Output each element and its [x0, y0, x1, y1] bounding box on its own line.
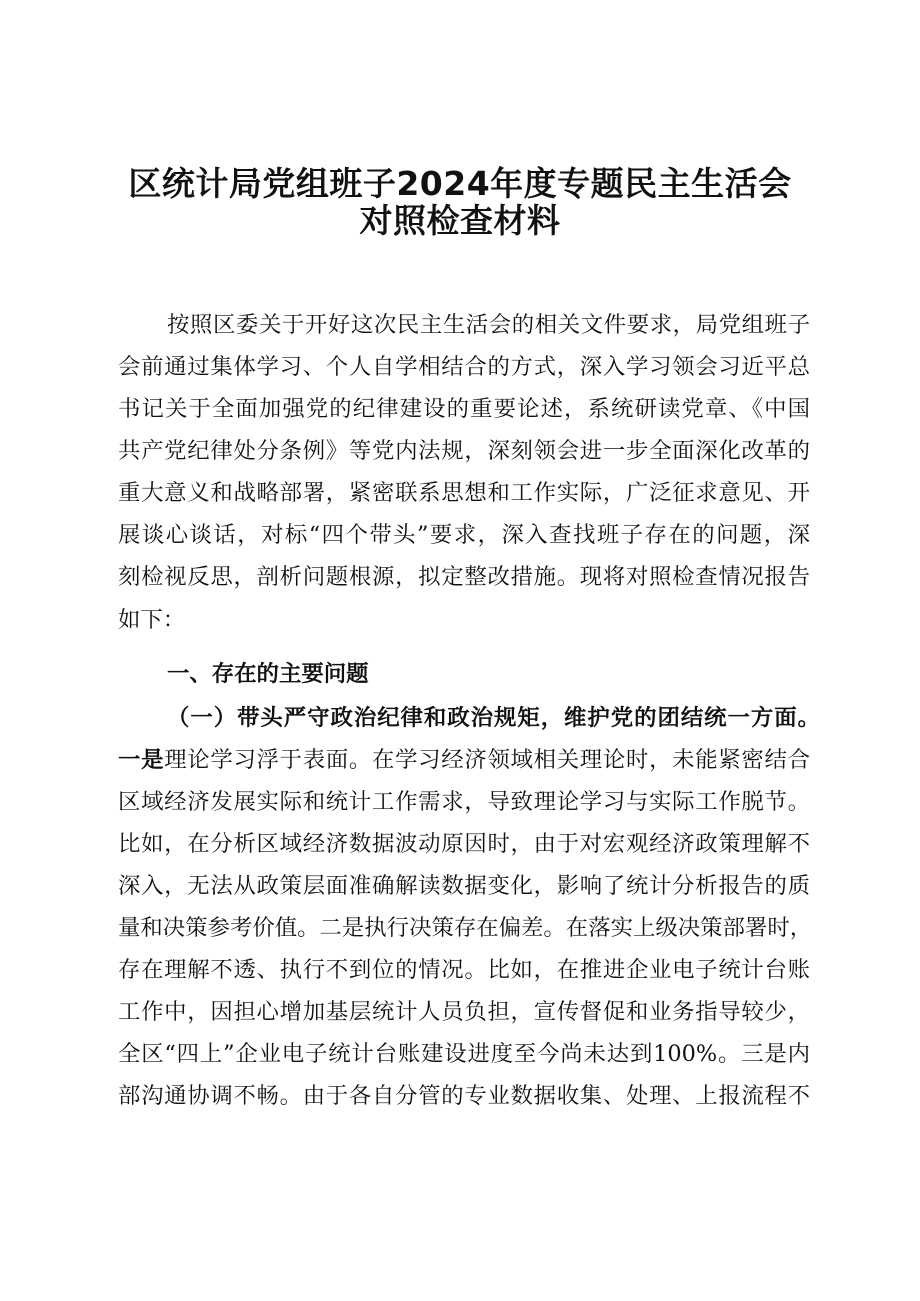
intro-line: 会前通过集体学习、个人自学相结合的方式，深入学习领会习近平总 [118, 354, 810, 380]
subsection-heading: （一）带头严守政治纪律和政治规矩，维护党的团结统一方面。 [167, 705, 820, 731]
document-title-line-1: 区统计局党组班子2024年度专题民主生活会 [128, 164, 792, 203]
intro-line: 共产党纪律处分条例》等党内法规，深刻领会进一步全面深化改革的 [118, 438, 810, 464]
intro-line: 展谈心谈话，对标“四个带头”要求，深入查找班子存在的问题，深 [118, 522, 810, 548]
body-line: 量和决策参考价值。二是执行决策存在偏差。在落实上级决策部署时， [118, 915, 813, 941]
body-line [118, 745, 810, 775]
body-line: 深入，无法从政策层面准确解读数据变化，影响了统计分析报告的质 [118, 873, 810, 899]
item-text: 理论学习浮于表面。在学习经济领域相关理论时，未能紧密结合 [164, 747, 811, 773]
body-line: 工作中，因担心增加基层统计人员负担，宣传督促和业务指导较少， [118, 999, 810, 1025]
document-title-line-2: 对照检查材料 [359, 201, 561, 240]
intro-line: 如下： [118, 607, 186, 633]
intro-line: 重大意义和战略部署，紧密联系思想和工作实际，广泛征求意见、开 [118, 480, 810, 506]
body-line: 部沟通协调不畅。由于各自分管的专业数据收集、处理、上报流程不 [118, 1083, 810, 1109]
body-line: 比如，在分析区域经济数据波动原因时，由于对宏观经济政策理解不 [118, 831, 810, 857]
intro-line: 刻检视反思，剖析问题根源，拟定整改措施。现将对照检查情况报告 [118, 564, 810, 590]
body-line: 存在理解不透、执行不到位的情况。比如，在推进企业电子统计台账 [118, 957, 810, 983]
intro-line: 书记关于全面加强党的纪律建设的重要论述，系统研读党章、《中国 [118, 396, 810, 422]
body-line: 区域经济发展实际和统计工作需求，导致理论学习与实际工作脱节。 [118, 789, 810, 815]
item-lead: 一是 [118, 747, 165, 773]
body-line: 全区“四上”企业电子统计台账建设进度至今尚未达到100%。三是内 [118, 1041, 810, 1067]
intro-line: 按照区委关于开好这次民主生活会的相关文件要求，局党组班子 [167, 312, 810, 338]
section-heading: 一、存在的主要问题 [167, 661, 369, 687]
